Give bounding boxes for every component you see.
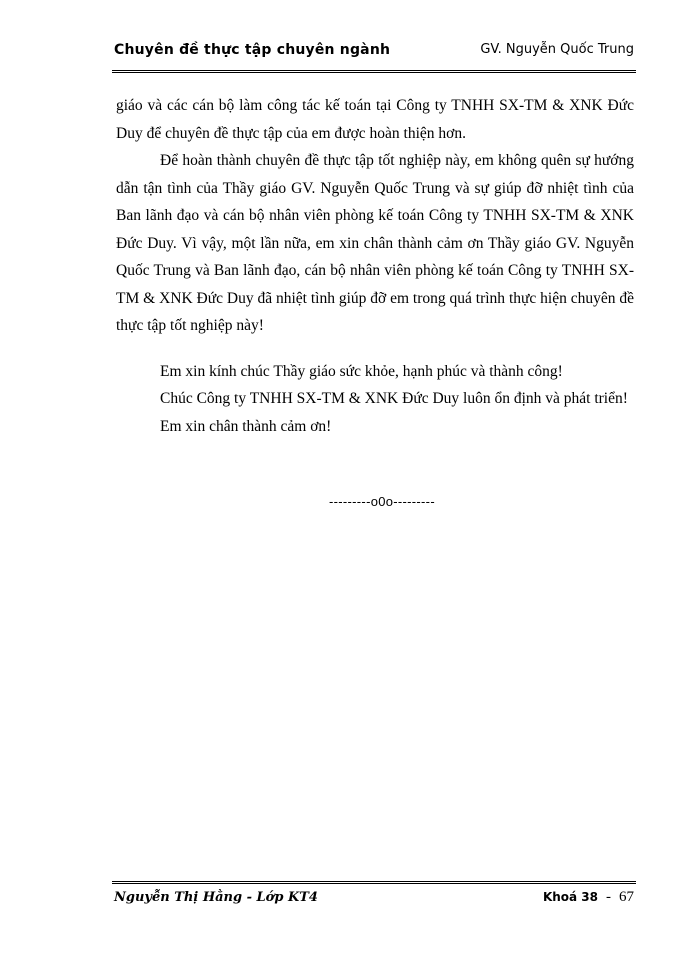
paragraph-wish-company: Chúc Công ty TNHH SX-TM & XNK Đức Duy luôn ổn định và phát triển! [160, 390, 628, 407]
paragraph-continuation: giáo và các cán bộ làm công tác kế toán tại Công ty TNHH SX-TM & XNK Đức Duy để chuyên đề thực tập của em được hoàn thiện hơn. [116, 97, 634, 142]
footer-separator: - [606, 889, 611, 905]
footer-course: Khoá 38 [542, 890, 598, 904]
page-footer [112, 881, 636, 912]
paragraph-thanks: Em xin chân thành cảm ơn! [160, 417, 332, 435]
page-header [112, 34, 636, 73]
section-divider: ---------o0o--------- [329, 494, 435, 509]
document-body [116, 92, 634, 440]
header-instructor: GV. Nguyễn Quốc Trung [480, 42, 634, 57]
footer-author: Nguyễn Thị Hằng - Lớp KT4 [114, 890, 318, 905]
page-number: 67 [619, 889, 634, 905]
footer-page-info [543, 889, 634, 906]
header-title: Chuyên đề thực tập chuyên ngành [114, 42, 391, 58]
paragraph-acknowledgement: Để hoàn thành chuyên đề thực tập tốt nghiệp này, em không quên sự hướng dẫn tận tình của Thầy giáo GV. Nguyễn Quốc Trung và sự giúp đỡ nhiệt tình của Ban lãnh đạo và cán bộ nhân viên phòng kế toán Công ty TNHH SX-TM & XNK Đức Duy. Vì vậy, một lần nữa, em xin chân thành cảm ơn Thầy giáo GV. Nguyễn Quốc Trung và Ban lãnh đạo, cán bộ nhân viên phòng kế toán Công ty TNHH SX-TM & XNK Đức Duy đã nhiệt tình giúp đỡ em trong quá trình thực hiện chuyên đề thực tập tốt nghiệp này! [116, 152, 634, 334]
paragraph-wish-teacher: Em xin kính chúc Thầy giáo sức khỏe, hạnh phúc và thành công! [160, 362, 563, 380]
